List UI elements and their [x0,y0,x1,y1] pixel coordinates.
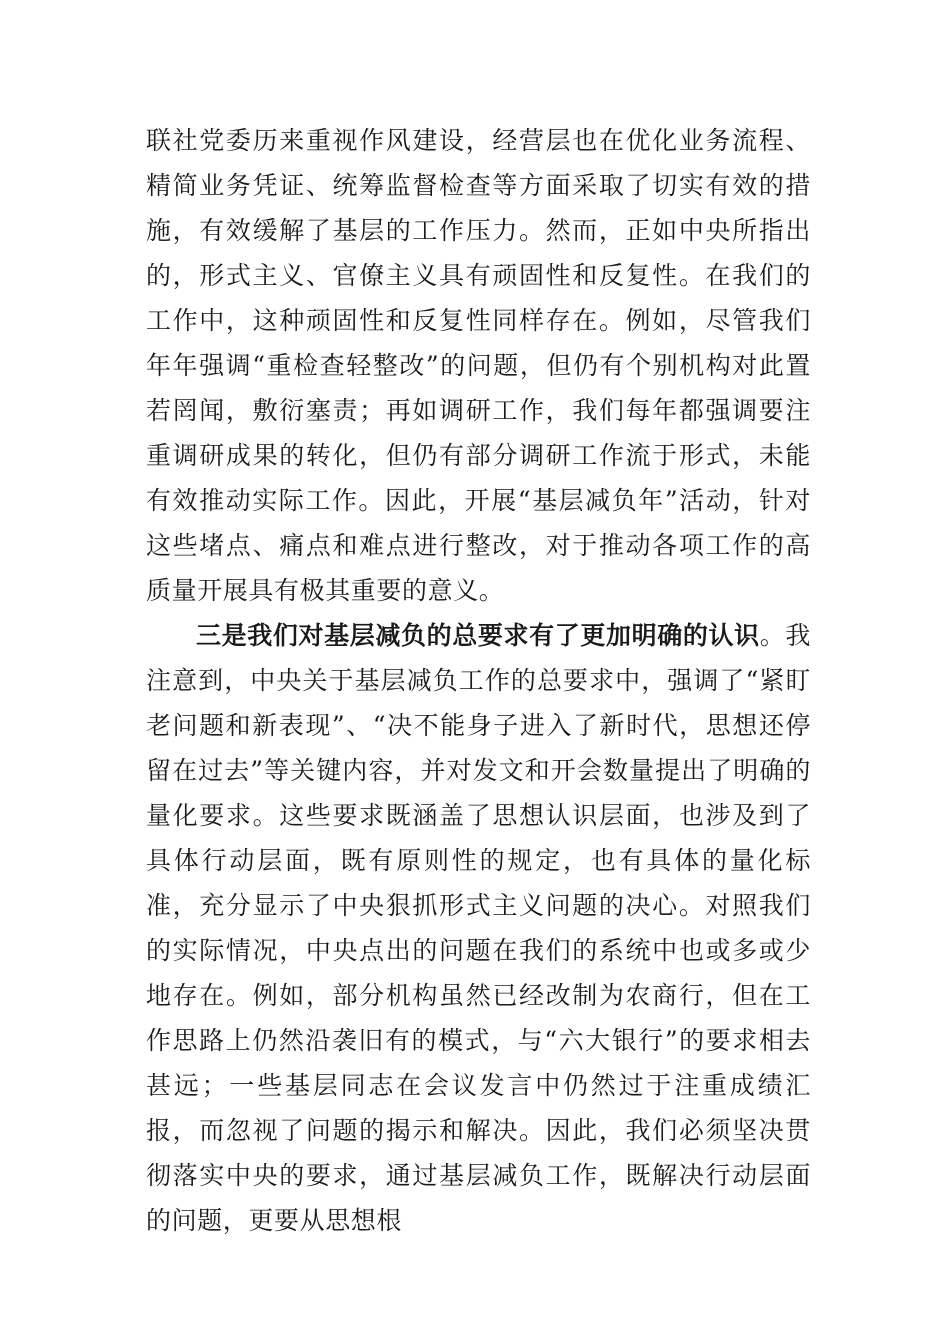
paragraph-body-text: 。我注意到，中央关于基层减负工作的总要求中，强调了“紧盯老问题和新表现”、“决不能身子进入了新时代，思想还停留在过去”等关键内容，并对发文和开会数量提出了明确的量化要求。这些要求既涵盖了思想认识层面，也涉及到了具体行动层面，既有原则性的规定，也有具体的量化标准，充分显示了中央狠抓形式主义问题的决心。对照我们的实际情况，中央点出的问题在我们的系统中也或多或少地存在。例如，部分机构虽然已经改制为农商行，但在工作思路上仍然沿袭旧有的模式，与“六大银行”的要求相去甚远；一些基层同志在会议发言中仍然过于注重成绩汇报，而忽视了问题的揭示和解决。因此，我们必须坚决贯彻落实中央的要求，通过基层减负工作，既解决行动层面的问题，更要从思想根 [146,621,812,1235]
paragraph-continuation: 联社党委历来重视作风建设，经营层也在优化业务流程、精简业务凭证、统筹监督检查等方面采取了切实有效的措施，有效缓解了基层的工作压力。然而，正如中央所指出的，形式主义、官僚主义具有顽固性和反复性。在我们的工作中，这种顽固性和反复性同样存在。例如，尽管我们年年强调“重检查轻整改”的问题，但仍有个别机构对此置若罔闻，敷衍塞责；再如调研工作，我们每年都强调要注重调研成果的转化，但仍有部分调研工作流于形式，未能有效推动实际工作。因此，开展“基层减负年”活动，针对这些堵点、痛点和难点进行整改，对于推动各项工作的高质量开展具有极其重要的意义。 [146,126,811,605]
paragraph-point-three [146,613,811,1243]
document-body [146,118,811,1243]
paragraph-heading-bold: 三是我们对基层减负的总要求有了更加明确的认识 [196,621,760,650]
